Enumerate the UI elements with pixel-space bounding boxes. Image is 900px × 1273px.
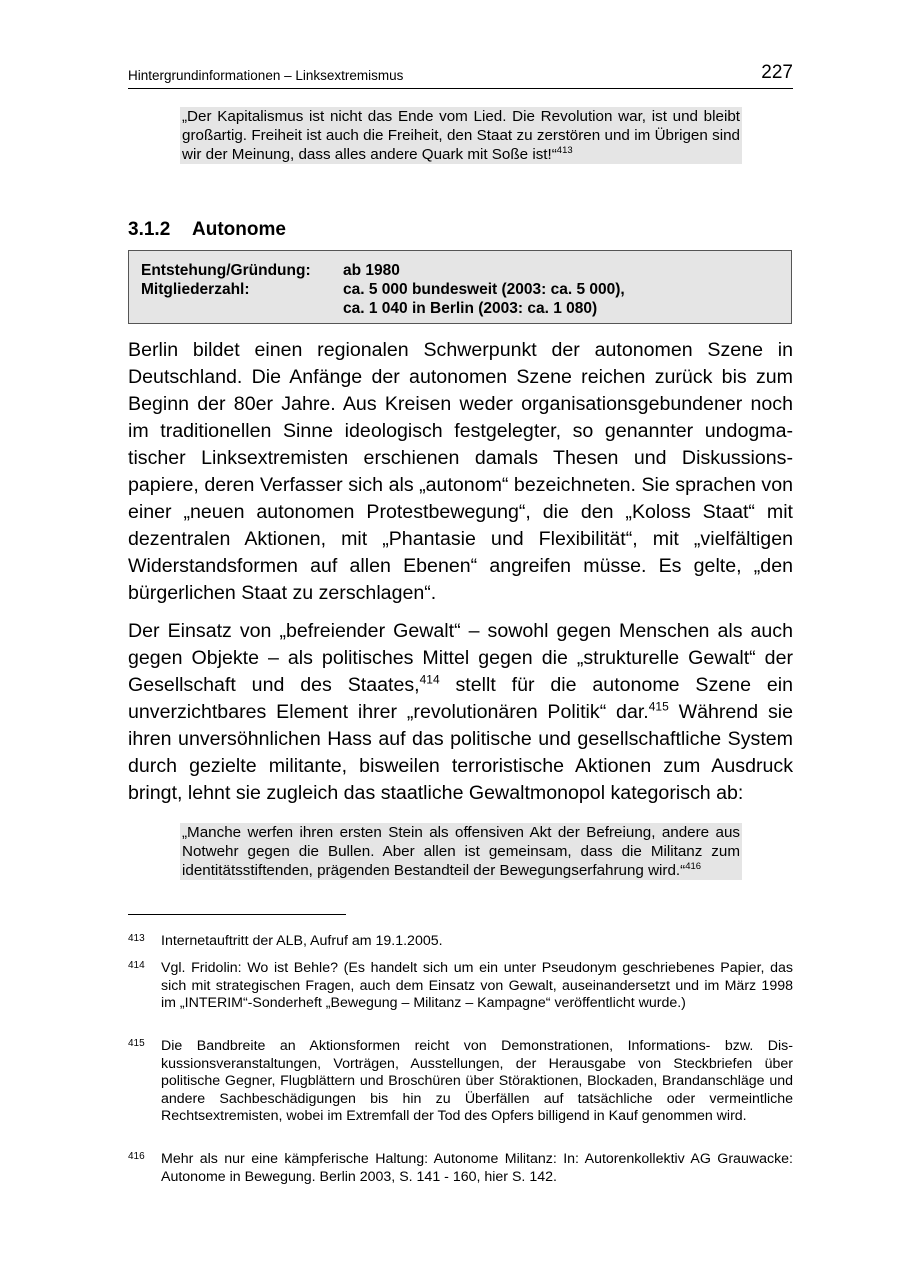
quote-block-1 [180, 107, 742, 164]
info-box [128, 250, 792, 324]
footnote-ref-414[interactable]: 414 [419, 672, 440, 687]
footnote-number: 415 [128, 1038, 145, 1049]
footnote-413 [128, 933, 793, 951]
paragraph-2-part-2: stellt für die autonome Szene ein unverzichtbares Element ihrer „revolutionären Politik“ dar. [128, 674, 793, 723]
paragraph-1: Berlin bildet einen regionalen Schwerpunkt der autonomen Szene in Deutschland. Die Anfänge der autonomen Szene reichen zurück bis zum Beginn der 80er Jahre. Aus Kreisen weder organisationsgebundener noch im traditionellen Sinne ideologisch festgelegter, so genannter undogmatischer Linksextremisten erschienen damals Thesen und Diskussionspapiere, deren Verfasser sich als „autonom“ bezeichneten. Sie sprachen von einer „neuen autonomen Protestbewegung“, die den „Koloss Staat“ mit dezentralen Aktionen, mit „Phantasie und Flexibilität“, mit „vielfältigen Widerstandsformen auf allen Ebenen“ angreifen müsse. Es gelte, „den bürgerlichen Staat zu zerschlagen“. [128, 339, 793, 604]
section-number: 3.1.2 [128, 219, 171, 240]
footnote-number: 414 [128, 960, 145, 971]
header-title: Hintergrundinformationen – Linksextremismus [128, 68, 404, 83]
founding-label: Entstehung/Gründung: [141, 262, 311, 279]
paragraph-2-part-3: Während sie ihren unversöhnlichen Hass auf das politische und gesellschaftliche System durch gezielte militante, bisweilen terroristische Aktionen zum Ausdruck bringt, lehnt sie zugleich das staatliche Gewaltmonopol kategorisch ab: [128, 701, 793, 804]
members-value-2: ca. 1 040 in Berlin (2003: ca. 1 080) [343, 300, 598, 317]
footnote-ref-416[interactable]: 416 [685, 860, 702, 872]
founding-value: ab 1980 [343, 262, 400, 279]
footnote-number: 416 [128, 1151, 145, 1162]
quote-block-2 [180, 823, 742, 880]
paragraph-2 [128, 618, 793, 807]
members-label: Mitgliederzahl: [141, 281, 250, 298]
footnote-text: Die Bandbreite an Aktionsformen reicht von Demonstrationen, Informations- bzw. Diskussionsveranstaltungen, Vorträgen, Ausstellungen, der Herausgabe von Steckbriefen über politische Gegner, Flugblättern und Broschüren über Störaktionen, Blockaden, Brandanschläge und andere Sachbeschädigungen bis hin zu Überfällen auf tatsächliche oder vermeintliche Rechtsextremisten, wobei im Extremfall der Tod des Opfers billigend in Kauf genommen wird. [161, 1038, 793, 1124]
footnote-416 [128, 1151, 793, 1186]
paragraph-2-part-1: Der Einsatz von „befreiender Gewalt“ – sowohl gegen Menschen als auch gegen Objekte – als politisches Mittel gegen die „strukturelle Gewalt“ der Gesellschaft und des Staates, [128, 620, 793, 696]
footnote-ref-415[interactable]: 415 [648, 699, 669, 714]
footnote-text: Internetauftritt der ALB, Aufruf am 19.1.2005. [161, 933, 443, 949]
quote-2-text: „Manche werfen ihren ersten Stein als offensiven Akt der Befreiung, andere aus Notwehr gegen die Bullen. Aber allen ist gemeinsam, dass die Militanz zum identitätsstiftenden, prägenden Bestandteil der Bewegungserfahrung wird.“ [182, 824, 740, 879]
members-value-1: ca. 5 000 bundesweit (2003: ca. 5 000), [343, 281, 625, 298]
running-header [128, 62, 793, 89]
footnote-ref-413[interactable]: 413 [556, 144, 573, 156]
footnote-text: Vgl. Fridolin: Wo ist Behle? (Es handelt sich um ein unter Pseudonym geschriebenes Papier, das sich mit strategischen Fragen, auch dem Einsatz von Gewalt, auseinandersetzt und im März 1998 im „INTERIM“-Sonderheft „Bewegung – Militanz – Kampagne“ veröffentlicht wurde.) [161, 960, 793, 1011]
section-heading [128, 219, 286, 241]
page-number: 227 [761, 62, 793, 83]
footnote-separator [128, 914, 346, 915]
footnote-number: 413 [128, 933, 145, 944]
section-title: Autonome [192, 219, 286, 240]
quote-1-text: „Der Kapitalismus ist nicht das Ende vom Lied. Die Revolution war, ist und bleibt großartig. Freiheit ist auch die Freiheit, den Staat zu zerstören und im Übrigen sind wir der Meinung, dass alles andere Quark mit Soße ist!“ [182, 108, 740, 163]
footnote-414 [128, 960, 793, 1013]
footnote-text: Mehr als nur eine kämpferische Haltung: Autonome Militanz: In: Autorenkollektiv AG Grauwacke: Autonome in Bewegung. Berlin 2003, S. 141 - 160, hier S. 142. [161, 1151, 793, 1185]
footnote-415 [128, 1038, 793, 1126]
